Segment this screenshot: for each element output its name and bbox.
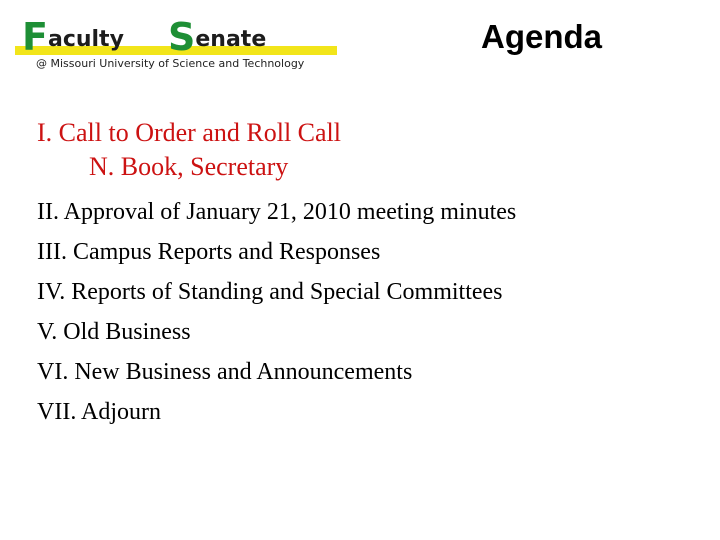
agenda-item-3: III. Campus Reports and Responses: [37, 239, 381, 265]
logo-word-faculty-rest: aculty: [47, 27, 124, 52]
logo-word-senate-rest: enate: [195, 27, 267, 52]
logo-word-faculty: [22, 14, 124, 59]
logo-initial-s: S: [168, 15, 196, 59]
logo-initial-f: F: [22, 15, 48, 59]
agenda-item-5: V. Old Business: [37, 319, 191, 345]
agenda-list: [37, 116, 697, 432]
agenda-item-2: II. Approval of January 21, 2010 meeting minutes: [37, 199, 517, 225]
agenda-item-1-secretary: N. Book, Secretary: [89, 152, 289, 181]
page-title: Agenda: [480, 18, 602, 55]
faculty-senate-logo: [12, 8, 338, 74]
agenda-item-6: VI. New Business and Announcements: [37, 359, 413, 385]
agenda-item-1: I. Call to Order and Roll Call: [37, 118, 342, 147]
agenda-item-4: IV. Reports of Standing and Special Committees: [37, 279, 503, 305]
logo-word-senate: [168, 14, 267, 59]
agenda-item-7: VII. Adjourn: [37, 399, 161, 425]
logo-subtitle: @ Missouri University of Science and Technology: [36, 57, 305, 70]
